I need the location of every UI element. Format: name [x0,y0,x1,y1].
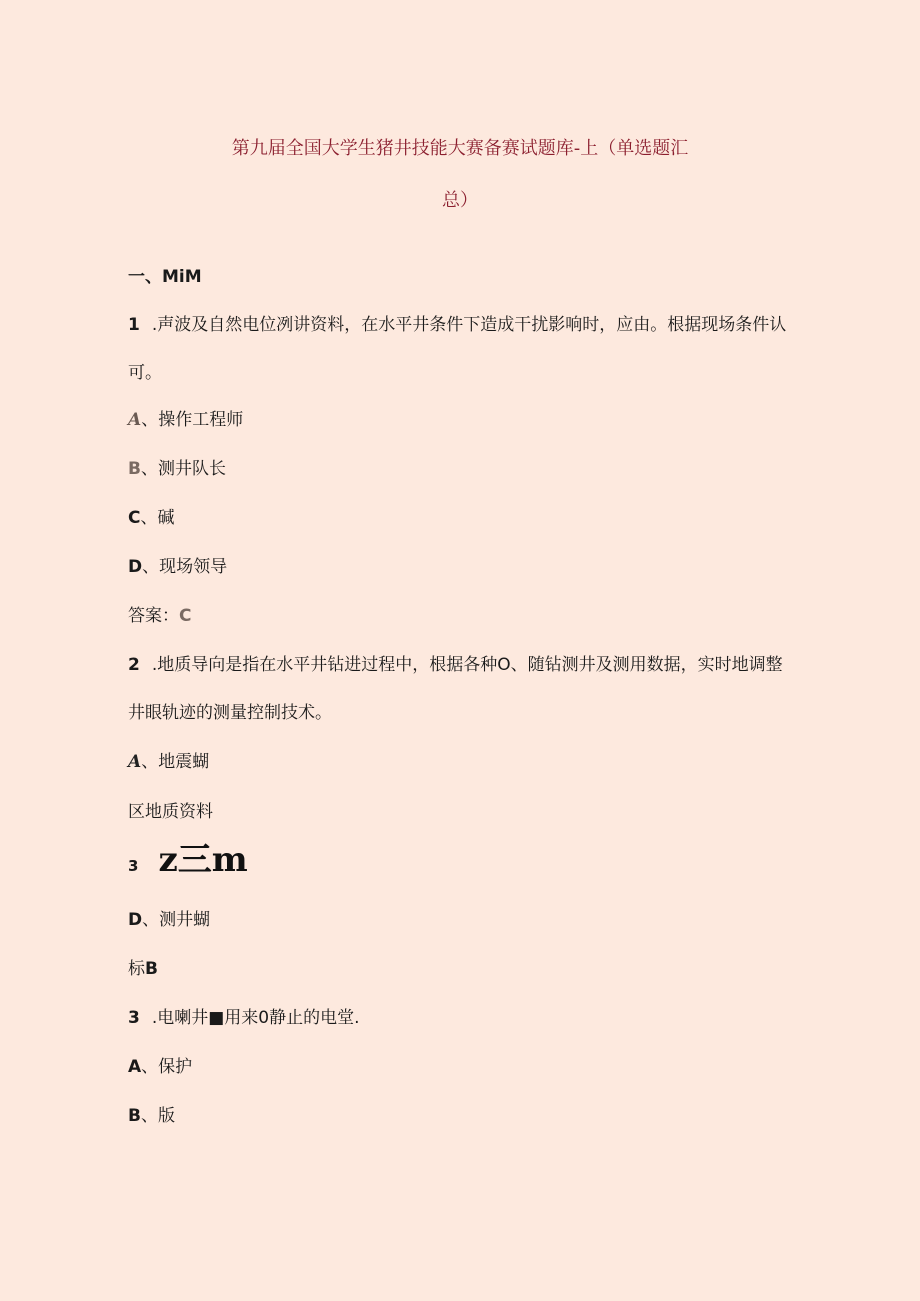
question-2-line1 [128,653,783,677]
option-text: 测井队长 [157,459,226,479]
question-3-line1 [128,1006,360,1030]
answer-label: 标 [128,959,145,979]
question-3-option-b: B、版 [128,1106,175,1126]
section-heading: 一、MiM [128,267,202,287]
option-text: 碱 [157,508,175,528]
answer-value: B [145,959,158,979]
question-2-line2: 井眼轨迹的测量控制技术。 [128,703,332,723]
document-title-line2: 总） [442,190,478,211]
option-text: 测井蝴 [159,910,211,930]
garbled-number: 3 [128,857,139,875]
option-text: 现场领导 [159,557,228,577]
question-3-text: .电喇井■用来0静止的电堂. [151,1008,360,1028]
question-1-option-c: C、碱 [128,508,175,528]
question-2-option-c-line [128,840,248,880]
option-letter: D [128,910,143,930]
question-2-answer [128,957,158,981]
question-2-option-b-line: 区地质资料 [128,802,213,822]
question-1-option-b: B、测井队长 [128,459,226,479]
question-3-option-a: A、保护 [128,1057,193,1077]
question-3-number: 3 [128,1008,140,1028]
option-text: 地震蝴 [158,752,210,772]
option-letter: A [128,752,142,772]
answer-value: C [179,606,192,626]
option-letter: D [128,557,143,577]
option-letter: C [128,508,141,528]
answer-label: 答案： [128,606,179,626]
question-1-option-d: D、现场领导 [128,557,228,577]
question-2-text: .地质导向是指在水平井钻进过程中，根据各种O、随钻测井及测用数据，实时地调整 [151,655,783,675]
garbled-text: z三m [158,840,248,880]
option-letter: B [128,1106,141,1126]
question-1-line1 [128,313,786,337]
question-2-option-d: D、测井蝴 [128,910,211,930]
question-1-number: 1 [128,315,140,335]
question-1-option-a: A、操作工程师 [128,410,244,430]
option-text: 保护 [158,1057,193,1077]
option-letter: A [128,1057,142,1077]
option-letter: A [128,410,142,430]
question-1-line2: 可。 [128,363,162,383]
question-1-text: .声波及自然电位冽讲资料，在水平井条件下造成干扰影响时，应由。根据现场条件认 [151,315,787,335]
option-letter: B [128,459,141,479]
question-2-number: 2 [128,655,140,675]
option-text: 版 [157,1106,175,1126]
document-title-line1: 第九届全国大学生猪井技能大赛备赛试题库-上（单选题汇 [231,138,689,159]
question-1-answer [128,604,191,628]
option-text: 操作工程师 [158,410,244,430]
question-2-option-a: A、地震蝴 [128,752,210,772]
